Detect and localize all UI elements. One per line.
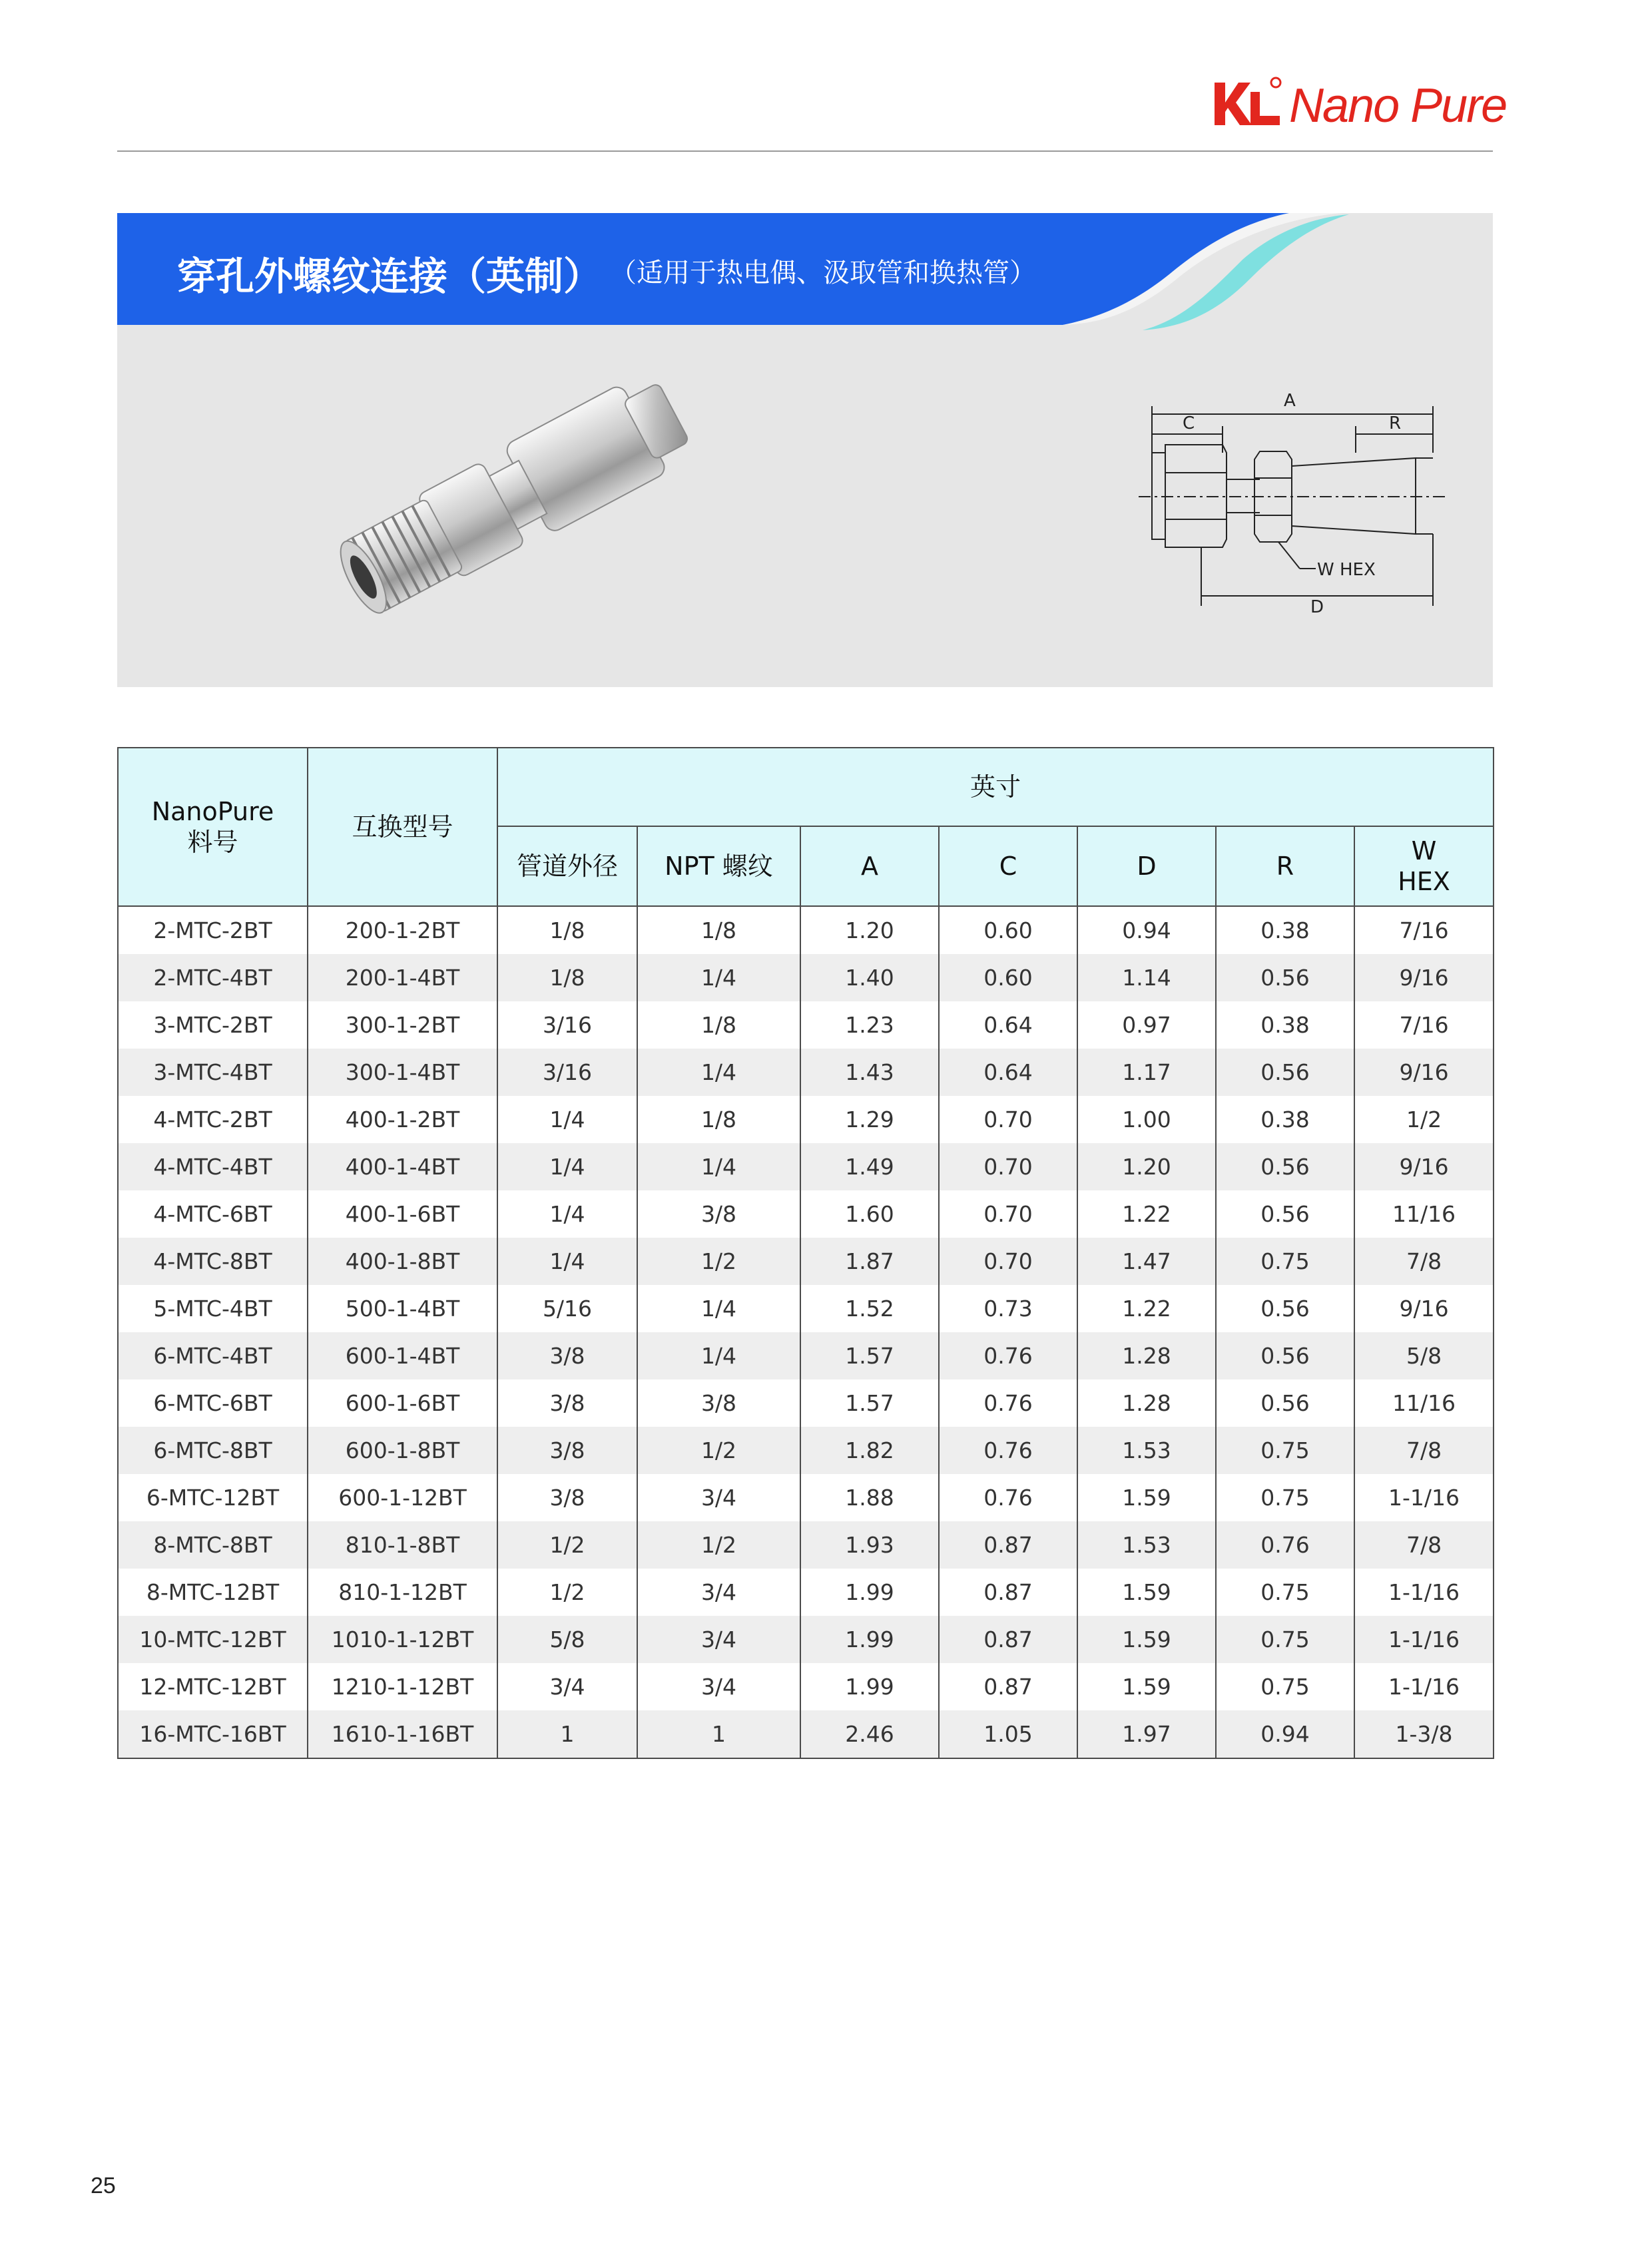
table-row [118, 1379, 1494, 1427]
cell-interchange: 600-1-8BT [308, 1427, 497, 1474]
cell-r: 0.75 [1216, 1427, 1354, 1474]
cell-d: 0.97 [1077, 1001, 1216, 1049]
table-row [118, 1332, 1494, 1379]
header-a: A [800, 826, 939, 906]
table-row [118, 1427, 1494, 1474]
cell-interchange: 200-1-4BT [308, 954, 497, 1001]
table-row [118, 1238, 1494, 1285]
spec-table-body [118, 906, 1494, 1758]
table-row [118, 1143, 1494, 1190]
cell-d: 1.59 [1077, 1616, 1216, 1663]
cell-interchange: 400-1-4BT [308, 1143, 497, 1190]
cell-part-no: 6-MTC-4BT [118, 1332, 308, 1379]
cell-c: 0.87 [939, 1616, 1077, 1663]
cell-interchange: 1210-1-12BT [308, 1663, 497, 1710]
cell-d: 1.20 [1077, 1143, 1216, 1190]
cell-r: 0.75 [1216, 1663, 1354, 1710]
cell-part-no: 8-MTC-12BT [118, 1569, 308, 1616]
cell-a: 1.82 [800, 1427, 939, 1474]
cell-d: 1.14 [1077, 954, 1216, 1001]
cell-part-no: 4-MTC-2BT [118, 1096, 308, 1143]
cell-r: 0.38 [1216, 1001, 1354, 1049]
cell-interchange: 200-1-2BT [308, 906, 497, 954]
cell-c: 0.87 [939, 1521, 1077, 1569]
cell-r: 0.56 [1216, 1332, 1354, 1379]
cell-part-no: 4-MTC-6BT [118, 1190, 308, 1238]
header-interchange: 互换型号 [308, 748, 497, 906]
cell-a: 1.49 [800, 1143, 939, 1190]
cell-r: 0.56 [1216, 1379, 1354, 1427]
cell-interchange: 600-1-4BT [308, 1332, 497, 1379]
cell-c: 0.70 [939, 1190, 1077, 1238]
header-divider [117, 150, 1493, 152]
cell-r: 0.76 [1216, 1521, 1354, 1569]
cell-npt: 1/8 [637, 1096, 800, 1143]
cell-a: 1.40 [800, 954, 939, 1001]
table-row [118, 1096, 1494, 1143]
cell-d: 1.53 [1077, 1427, 1216, 1474]
cell-c: 0.70 [939, 1143, 1077, 1190]
cell-tube-od: 3/16 [497, 1001, 637, 1049]
cell-npt: 3/8 [637, 1190, 800, 1238]
cell-a: 1.60 [800, 1190, 939, 1238]
cell-npt: 1/4 [637, 954, 800, 1001]
cell-npt: 1/2 [637, 1238, 800, 1285]
cell-tube-od: 1/4 [497, 1190, 637, 1238]
brand-name: Nano Pure [1289, 79, 1507, 132]
cell-npt: 1/8 [637, 1001, 800, 1049]
cell-w-hex: 9/16 [1354, 1143, 1494, 1190]
cell-w-hex: 7/16 [1354, 906, 1494, 954]
cell-w-hex: 7/8 [1354, 1238, 1494, 1285]
cell-r: 0.75 [1216, 1616, 1354, 1663]
cell-interchange: 810-1-8BT [308, 1521, 497, 1569]
cell-interchange: 600-1-6BT [308, 1379, 497, 1427]
table-row [118, 1521, 1494, 1569]
cell-interchange: 1010-1-12BT [308, 1616, 497, 1663]
cell-d: 1.22 [1077, 1285, 1216, 1332]
cell-w-hex: 11/16 [1354, 1190, 1494, 1238]
table-row [118, 1001, 1494, 1049]
cell-w-hex: 9/16 [1354, 1285, 1494, 1332]
cell-r: 0.75 [1216, 1474, 1354, 1521]
cell-tube-od: 3/8 [497, 1332, 637, 1379]
cell-r: 0.75 [1216, 1238, 1354, 1285]
cell-a: 1.57 [800, 1379, 939, 1427]
cell-tube-od: 3/8 [497, 1427, 637, 1474]
cell-w-hex: 7/16 [1354, 1001, 1494, 1049]
cell-c: 0.76 [939, 1427, 1077, 1474]
dim-label-a: A [1284, 391, 1296, 411]
dimension-drawing [1136, 379, 1449, 646]
cell-tube-od: 3/8 [497, 1474, 637, 1521]
dim-label-c: C [1183, 413, 1195, 433]
cell-a: 1.43 [800, 1049, 939, 1096]
cell-npt: 1/4 [637, 1332, 800, 1379]
cell-d: 1.22 [1077, 1190, 1216, 1238]
cell-interchange: 400-1-8BT [308, 1238, 497, 1285]
cell-r: 0.75 [1216, 1569, 1354, 1616]
cell-w-hex: 9/16 [1354, 954, 1494, 1001]
cell-a: 1.88 [800, 1474, 939, 1521]
cell-d: 1.53 [1077, 1521, 1216, 1569]
header-w-hex: W HEX [1354, 826, 1494, 906]
cell-c: 0.60 [939, 954, 1077, 1001]
table-row [118, 954, 1494, 1001]
cell-tube-od: 5/8 [497, 1616, 637, 1663]
cell-part-no: 2-MTC-2BT [118, 906, 308, 954]
cell-d: 1.00 [1077, 1096, 1216, 1143]
cell-tube-od: 1 [497, 1710, 637, 1758]
cell-r: 0.56 [1216, 1285, 1354, 1332]
cell-a: 1.29 [800, 1096, 939, 1143]
cell-c: 0.70 [939, 1096, 1077, 1143]
cell-interchange: 500-1-4BT [308, 1285, 497, 1332]
cell-a: 1.87 [800, 1238, 939, 1285]
cell-part-no: 5-MTC-4BT [118, 1285, 308, 1332]
cell-tube-od: 1/4 [497, 1238, 637, 1285]
cell-w-hex: 5/8 [1354, 1332, 1494, 1379]
header-part-no: NanoPure 料号 [118, 748, 308, 906]
kl-logo-icon [1211, 73, 1284, 134]
cell-r: 0.56 [1216, 954, 1354, 1001]
header-inch-group: 英寸 [497, 748, 1494, 826]
cell-c: 0.64 [939, 1001, 1077, 1049]
cell-w-hex: 9/16 [1354, 1049, 1494, 1096]
cell-c: 0.87 [939, 1663, 1077, 1710]
cell-npt: 3/4 [637, 1569, 800, 1616]
cell-a: 1.20 [800, 906, 939, 954]
cell-w-hex: 1-1/16 [1354, 1569, 1494, 1616]
table-row [118, 1049, 1494, 1096]
cell-npt: 3/4 [637, 1474, 800, 1521]
cell-interchange: 300-1-2BT [308, 1001, 497, 1049]
cell-d: 1.17 [1077, 1049, 1216, 1096]
cell-w-hex: 11/16 [1354, 1379, 1494, 1427]
cell-a: 1.99 [800, 1663, 939, 1710]
cell-r: 0.38 [1216, 1096, 1354, 1143]
cell-r: 0.38 [1216, 906, 1354, 954]
cell-tube-od: 1/2 [497, 1521, 637, 1569]
cell-d: 1.59 [1077, 1569, 1216, 1616]
cell-c: 0.70 [939, 1238, 1077, 1285]
cell-tube-od: 3/8 [497, 1379, 637, 1427]
cell-part-no: 4-MTC-8BT [118, 1238, 308, 1285]
cell-npt: 1 [637, 1710, 800, 1758]
cell-tube-od: 1/4 [497, 1096, 637, 1143]
cell-part-no: 3-MTC-4BT [118, 1049, 308, 1096]
cell-interchange: 400-1-6BT [308, 1190, 497, 1238]
cell-c: 0.76 [939, 1379, 1077, 1427]
cell-d: 1.28 [1077, 1379, 1216, 1427]
cell-part-no: 2-MTC-4BT [118, 954, 308, 1001]
cell-a: 2.46 [800, 1710, 939, 1758]
cell-interchange: 300-1-4BT [308, 1049, 497, 1096]
cell-part-no: 6-MTC-12BT [118, 1474, 308, 1521]
table-row [118, 1190, 1494, 1238]
cell-r: 0.56 [1216, 1190, 1354, 1238]
cell-c: 0.60 [939, 906, 1077, 954]
cell-tube-od: 1/4 [497, 1143, 637, 1190]
cell-w-hex: 7/8 [1354, 1427, 1494, 1474]
table-row [118, 1710, 1494, 1758]
cell-npt: 3/4 [637, 1663, 800, 1710]
cell-c: 0.87 [939, 1569, 1077, 1616]
cell-d: 1.47 [1077, 1238, 1216, 1285]
cell-a: 1.99 [800, 1616, 939, 1663]
table-row [118, 1569, 1494, 1616]
cell-interchange: 400-1-2BT [308, 1096, 497, 1143]
cell-part-no: 6-MTC-8BT [118, 1427, 308, 1474]
cell-d: 0.94 [1077, 906, 1216, 954]
header-c: C [939, 826, 1077, 906]
cell-tube-od: 3/4 [497, 1663, 637, 1710]
table-row [118, 1474, 1494, 1521]
cell-c: 1.05 [939, 1710, 1077, 1758]
page-number: 25 [91, 2173, 116, 2198]
cell-tube-od: 5/16 [497, 1285, 637, 1332]
cell-a: 1.52 [800, 1285, 939, 1332]
cell-w-hex: 1-1/16 [1354, 1663, 1494, 1710]
cell-c: 0.76 [939, 1332, 1077, 1379]
table-row [118, 1616, 1494, 1663]
cell-c: 0.64 [939, 1049, 1077, 1096]
cell-interchange: 600-1-12BT [308, 1474, 497, 1521]
cell-part-no: 8-MTC-8BT [118, 1521, 308, 1569]
cell-npt: 1/4 [637, 1285, 800, 1332]
cell-w-hex: 1/2 [1354, 1096, 1494, 1143]
cell-interchange: 1610-1-16BT [308, 1710, 497, 1758]
table-row [118, 1285, 1494, 1332]
cell-part-no: 16-MTC-16BT [118, 1710, 308, 1758]
cell-a: 1.99 [800, 1569, 939, 1616]
header-npt: NPT 螺纹 [637, 826, 800, 906]
cell-d: 1.59 [1077, 1474, 1216, 1521]
cell-npt: 1/8 [637, 906, 800, 954]
dim-label-w-hex: W HEX [1317, 560, 1376, 580]
spec-table [117, 747, 1494, 1759]
cell-part-no: 4-MTC-4BT [118, 1143, 308, 1190]
cell-tube-od: 1/8 [497, 954, 637, 1001]
cell-npt: 1/4 [637, 1143, 800, 1190]
cell-c: 0.73 [939, 1285, 1077, 1332]
product-subtitle: （适用于热电偶、汲取管和换热管） [610, 258, 1036, 288]
cell-part-no: 3-MTC-2BT [118, 1001, 308, 1049]
cell-part-no: 10-MTC-12BT [118, 1616, 308, 1663]
cell-r: 0.56 [1216, 1143, 1354, 1190]
cell-part-no: 12-MTC-12BT [118, 1663, 308, 1710]
header-tube-od: 管道外径 [497, 826, 637, 906]
cell-r: 0.56 [1216, 1049, 1354, 1096]
cell-w-hex: 1-3/8 [1354, 1710, 1494, 1758]
cell-w-hex: 7/8 [1354, 1521, 1494, 1569]
product-banner [117, 213, 1493, 687]
header-r: R [1216, 826, 1354, 906]
cell-npt: 3/4 [637, 1616, 800, 1663]
cell-d: 1.59 [1077, 1663, 1216, 1710]
cell-npt: 1/2 [637, 1427, 800, 1474]
cell-d: 1.28 [1077, 1332, 1216, 1379]
cell-part-no: 6-MTC-6BT [118, 1379, 308, 1427]
cell-interchange: 810-1-12BT [308, 1569, 497, 1616]
cell-npt: 1/4 [637, 1049, 800, 1096]
cell-tube-od: 3/16 [497, 1049, 637, 1096]
cell-w-hex: 1-1/16 [1354, 1616, 1494, 1663]
dim-label-d: D [1310, 597, 1324, 617]
header-d: D [1077, 826, 1216, 906]
cell-npt: 3/8 [637, 1379, 800, 1427]
table-row [118, 906, 1494, 954]
brand-logo [1211, 72, 1507, 138]
fitting-photo [330, 346, 703, 652]
cell-c: 0.76 [939, 1474, 1077, 1521]
cell-r: 0.94 [1216, 1710, 1354, 1758]
cell-tube-od: 1/2 [497, 1569, 637, 1616]
cell-tube-od: 1/8 [497, 906, 637, 954]
cell-w-hex: 1-1/16 [1354, 1474, 1494, 1521]
cell-npt: 1/2 [637, 1521, 800, 1569]
cell-a: 1.57 [800, 1332, 939, 1379]
dim-label-r: R [1389, 413, 1402, 433]
table-row [118, 1663, 1494, 1710]
cell-a: 1.93 [800, 1521, 939, 1569]
product-title: 穿孔外螺纹连接（英制） [177, 254, 603, 299]
cell-a: 1.23 [800, 1001, 939, 1049]
cell-d: 1.97 [1077, 1710, 1216, 1758]
